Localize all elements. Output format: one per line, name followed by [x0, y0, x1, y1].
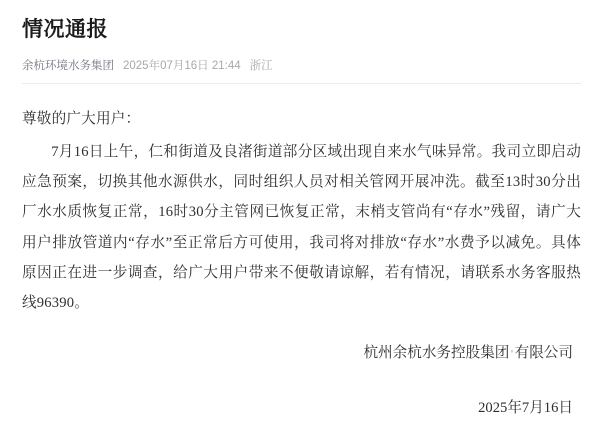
- header-divider: [22, 83, 581, 84]
- notice-paragraph: 7月16日上午，仁和街道及良渚街道部分区域出现自来水气味异常。我司立即启动应急预案，切换其他水源供水，同时组织人员对相关管网开展冲洗。截至13时30分出厂水水质恢复正常，16时30分主管网已恢复正常，末梢支管尚有“存水”残留，请广大用户排放管道内“存水”至正常后方可使用，我司将对排放“存水”水费予以减免。具体原因正在进一步调查，给广大用户带来不便敬请谅解，若有情况，请联系水务客服热线96390。: [22, 143, 581, 312]
- meta-source: 余杭环境水务集团: [22, 60, 114, 73]
- article-body: [22, 104, 581, 318]
- page-title: 情况通报: [22, 18, 108, 41]
- signature-company-right: 有限公司: [514, 344, 573, 361]
- signature-company-left: 杭州余杭水务控股集团: [363, 344, 510, 361]
- signature-date: 2025年7月16日: [478, 399, 573, 416]
- meta-date: 2025年07月16日 21:44: [123, 60, 241, 73]
- seal-mark-icon: ◦: [510, 345, 514, 356]
- article-meta: [22, 57, 581, 73]
- signature-line: [22, 341, 581, 362]
- meta-region: 浙江: [249, 60, 273, 73]
- salutation: 尊敬的广大用户：: [22, 111, 141, 128]
